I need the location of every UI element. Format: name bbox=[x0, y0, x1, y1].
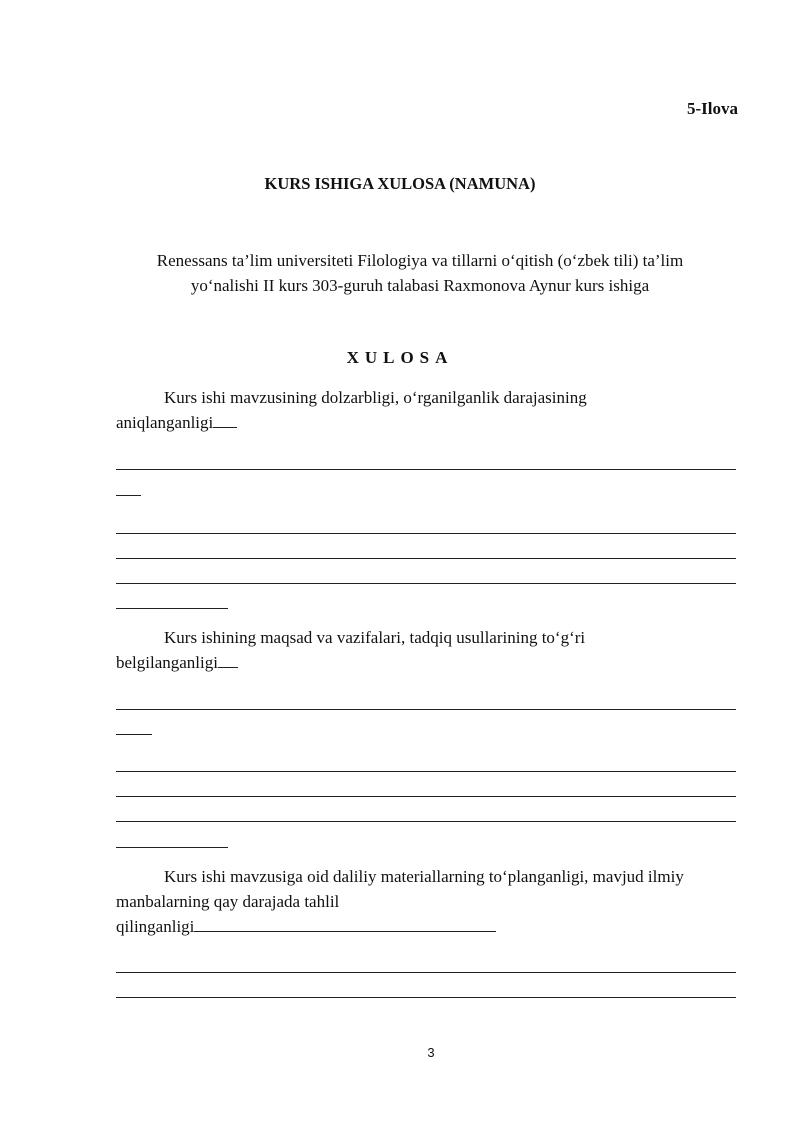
answer-line[interactable] bbox=[116, 608, 228, 609]
answer-line[interactable] bbox=[116, 821, 736, 822]
document-title: KURS ISHIGA XULOSA (NAMUNA) bbox=[264, 174, 536, 193]
intro-line-2: yo‘nalishi II kurs 303-guruh talabasi Raxmonova Aynur kurs ishiga bbox=[190, 276, 650, 295]
criterion-1-line-2: aniqlanganligi bbox=[116, 413, 214, 432]
answer-line[interactable] bbox=[116, 583, 736, 584]
answer-line[interactable] bbox=[116, 796, 736, 797]
criterion-2-line-1: Kurs ishining maqsad va vazifalari, tadqiq usullarining to‘g‘ri bbox=[164, 628, 586, 647]
answer-line[interactable] bbox=[116, 771, 736, 772]
criterion-2 bbox=[116, 625, 740, 675]
intro-text bbox=[100, 248, 740, 298]
intro-line-1: Renessans ta’lim universiteti Filologiya va tillarni o‘qitish (o‘zbek tili) ta’lim bbox=[156, 251, 684, 270]
criterion-3 bbox=[116, 864, 740, 939]
answer-line[interactable] bbox=[116, 469, 736, 470]
criterion-3-line-3: qilinganligi bbox=[116, 917, 195, 936]
answer-line[interactable] bbox=[116, 847, 228, 848]
answer-line[interactable] bbox=[116, 495, 141, 496]
answer-line[interactable] bbox=[116, 709, 736, 710]
criterion-3-inline-blank[interactable] bbox=[194, 914, 496, 932]
answer-line[interactable] bbox=[116, 558, 736, 559]
criterion-3-line-2: manbalarning qay darajada tahlil bbox=[116, 892, 340, 911]
answer-line[interactable] bbox=[116, 734, 152, 735]
section-heading: XULOSA bbox=[346, 348, 454, 367]
criterion-2-inline-blank[interactable] bbox=[218, 650, 238, 668]
appendix-label: 5-Ilova bbox=[687, 99, 738, 118]
criterion-1-line-1: Kurs ishi mavzusining dolzarbligi, o‘rganilganlik darajasining bbox=[164, 388, 587, 407]
criterion-1 bbox=[116, 385, 740, 435]
criterion-3-line-1: Kurs ishi mavzusiga oid daliliy materiallarning to‘planganligi, mavjud ilmiy bbox=[164, 867, 684, 886]
page-number: 3 bbox=[427, 1045, 435, 1060]
criterion-1-inline-blank[interactable] bbox=[213, 410, 237, 428]
answer-line[interactable] bbox=[116, 533, 736, 534]
criterion-2-line-2: belgilanganligi bbox=[116, 653, 218, 672]
answer-line[interactable] bbox=[116, 972, 736, 973]
answer-line[interactable] bbox=[116, 997, 736, 998]
